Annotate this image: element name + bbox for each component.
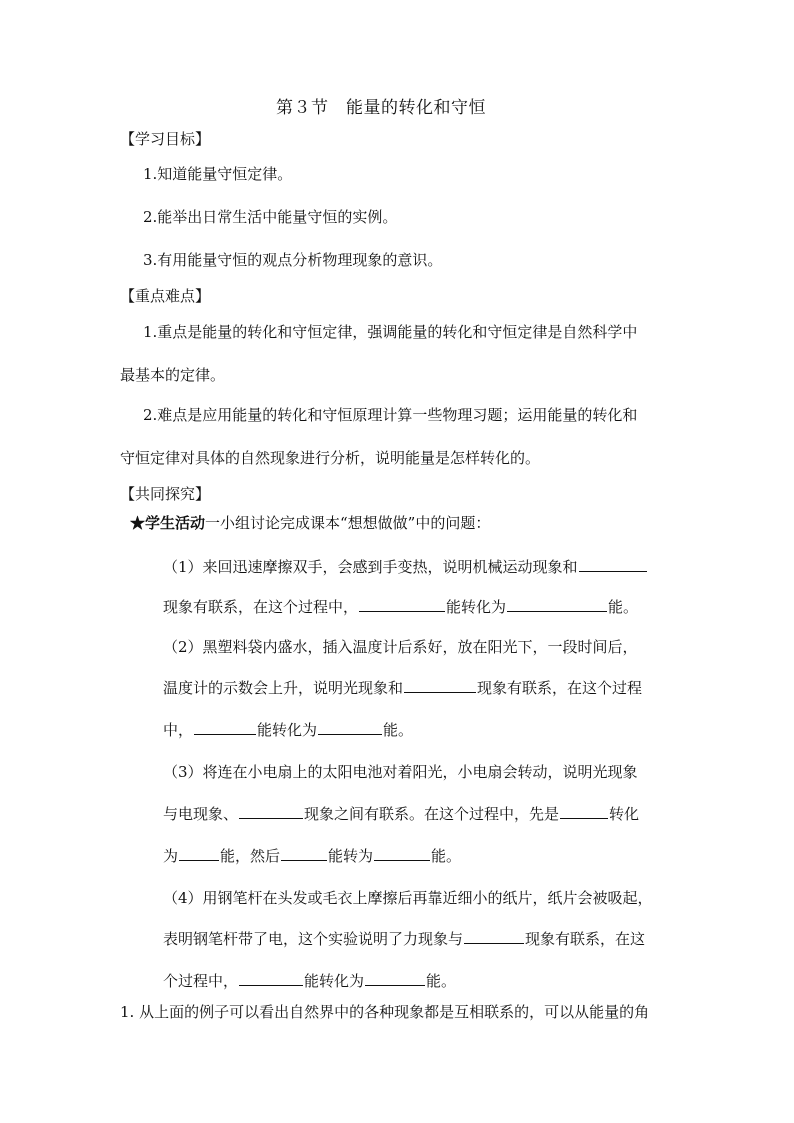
- q4-text-c: 现象有联系，在这: [525, 930, 646, 948]
- q1-blank-2[interactable]: [359, 597, 445, 612]
- goal-item-1: 1.知道能量守恒定律。: [143, 165, 293, 183]
- goal-item-3: 3.有用能量守恒的观点分析物理现象的意识。: [143, 251, 443, 269]
- q4-text-b: 表明钢笔杆带了电，这个实验说明了力现象与: [163, 930, 464, 948]
- q2-text-c: 现象有联系，在这个过程: [477, 679, 643, 697]
- q3-blank-1[interactable]: [239, 804, 303, 819]
- q1-text-b: 现象有联系，在这个过程中，: [163, 598, 359, 616]
- q3-line-1: （3）将连在小电扇上的太阳电池对着阳光，小电扇会转动，说明光现象: [163, 763, 638, 781]
- q1-text-a: （1）来回迅速摩擦双手，会感到手变热，说明机械运动现象和: [163, 558, 578, 576]
- q3-blank-2[interactable]: [560, 804, 608, 819]
- q3-text-b: 与电现象、: [163, 805, 239, 823]
- q2-text-f: 能。: [383, 721, 414, 739]
- q4-text-e: 能转化为: [304, 972, 365, 990]
- q2-line-2: [163, 678, 642, 698]
- q3-text-c: 现象之间有联系。在这个过程中，先是: [304, 805, 560, 823]
- section-heading-key: 【重点难点】: [120, 287, 211, 305]
- q3-text-f: 能，然后: [220, 847, 281, 865]
- q3-line-3: [163, 846, 461, 866]
- q3-blank-4[interactable]: [281, 846, 327, 861]
- activity-star-label: ★学生活动: [130, 514, 206, 532]
- key-point-2-line-2: 守恒定律对具体的自然现象进行分析，说明能量是怎样转化的。: [120, 449, 541, 467]
- q2-text-d: 中，: [163, 721, 194, 739]
- q4-blank-2[interactable]: [239, 971, 303, 986]
- q2-text-e: 能转化为: [257, 721, 318, 739]
- q2-line-1: （2）黑塑料袋内盛水，插入温度计后系好，放在阳光下，一段时间后，: [163, 638, 638, 656]
- q3-blank-3[interactable]: [179, 846, 219, 861]
- q4-line-3: [163, 971, 456, 991]
- q1-blank-1[interactable]: [579, 557, 647, 572]
- q1-line-2: [163, 597, 638, 617]
- q3-text-h: 能。: [431, 847, 462, 865]
- q3-text-d: 转化: [609, 805, 640, 823]
- q1-line-1: [163, 557, 648, 577]
- q4-line-1: （4）用钢笔杆在头发或毛衣上摩擦后再靠近细小的纸片，纸片会被吸起，: [163, 889, 653, 907]
- q4-line-2: [163, 929, 645, 949]
- q3-text-e: 为: [163, 847, 179, 865]
- q1-text-d: 能。: [608, 598, 639, 616]
- section-heading-explore: 【共同探究】: [120, 485, 211, 503]
- key-point-2-line-1: 2.难点是应用能量的转化和守恒原理计算一些物理习题；运用能量的转化和: [143, 406, 638, 424]
- q4-text-f: 能。: [426, 972, 457, 990]
- q2-text-b: 温度计的示数会上升，说明光现象和: [163, 679, 404, 697]
- conclusion-line: 1. 从上面的例子可以看出自然界中的各种现象都是互相联系的，可以从能量的角: [120, 1003, 650, 1021]
- q3-blank-5[interactable]: [374, 846, 430, 861]
- q3-text-g: 能转为: [328, 847, 374, 865]
- page-title: 第３节 能量的转化和守恒: [276, 98, 486, 118]
- q2-blank-2[interactable]: [194, 720, 256, 735]
- q4-blank-1[interactable]: [464, 929, 524, 944]
- q2-blank-3[interactable]: [318, 720, 382, 735]
- q2-blank-1[interactable]: [404, 678, 476, 693]
- goal-item-2: 2.能举出日常生活中能量守恒的实例。: [143, 208, 398, 226]
- activity-intro: [130, 513, 490, 533]
- q4-text-d: 个过程中，: [163, 972, 239, 990]
- q4-blank-3[interactable]: [365, 971, 425, 986]
- activity-intro-text: 一小组讨论完成课本“想想做做”中的问题：: [205, 514, 491, 532]
- section-heading-goals: 【学习目标】: [120, 130, 211, 148]
- q1-text-c: 能转化为: [446, 598, 507, 616]
- q3-line-2: [163, 804, 639, 824]
- key-point-1-line-2: 最基本的定律。: [120, 366, 226, 384]
- q1-blank-3[interactable]: [507, 597, 607, 612]
- q2-line-3: [163, 720, 413, 740]
- key-point-1-line-1: 1.重点是能量的转化和守恒定律，强调能量的转化和守恒定律是自然科学中: [143, 323, 638, 341]
